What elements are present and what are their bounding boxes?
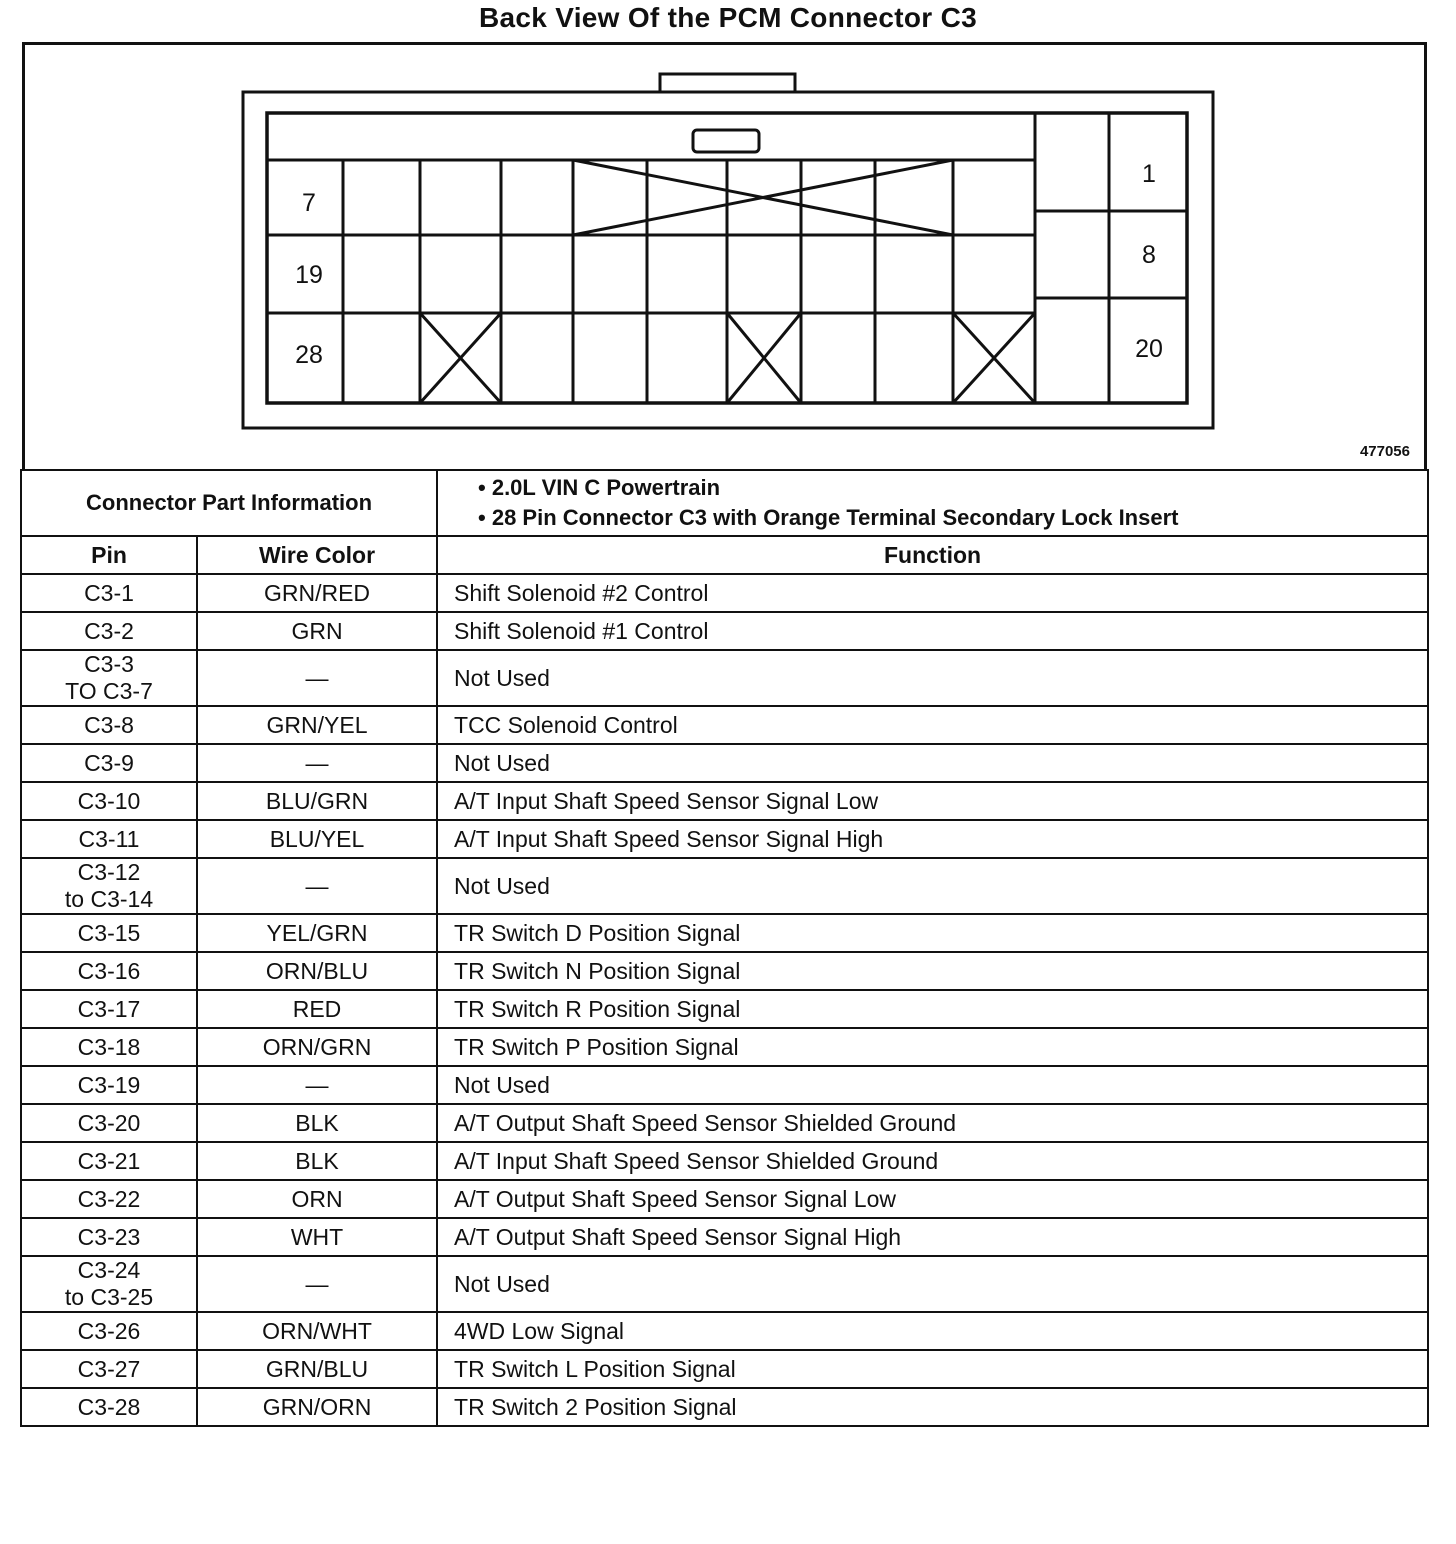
table-row — [21, 1066, 1428, 1104]
pin-cell: C3-2 — [21, 612, 197, 650]
pinout-table — [20, 469, 1429, 1427]
pin-cell: C3-15 — [21, 914, 197, 952]
function-cell: Shift Solenoid #2 Control — [437, 574, 1428, 612]
pin-cell-line: TO C3-7 — [65, 678, 153, 704]
table-row — [21, 1028, 1428, 1066]
figure-id: 477056 — [1359, 443, 1410, 460]
connector-info-item: • 2.0L VIN C Powertrain — [478, 475, 721, 500]
table-row — [21, 1142, 1428, 1180]
wire-color-cell: RED — [197, 990, 437, 1028]
function-cell: A/T Input Shaft Speed Sensor Shielded Ground — [437, 1142, 1428, 1180]
table-row — [21, 1312, 1428, 1350]
pin-cell: C3-19 — [21, 1066, 197, 1104]
wire-color-cell: GRN/RED — [197, 574, 437, 612]
connector-info-label: Connector Part Information — [21, 470, 437, 536]
pin-cell: C3-11 — [21, 820, 197, 858]
wire-color-cell: BLK — [197, 1142, 437, 1180]
table-row — [21, 650, 1428, 706]
table-row — [21, 1104, 1428, 1142]
wire-color-cell: BLU/YEL — [197, 820, 437, 858]
function-cell: 4WD Low Signal — [437, 1312, 1428, 1350]
wire-color-cell: YEL/GRN — [197, 914, 437, 952]
function-cell: A/T Input Shaft Speed Sensor Signal High — [437, 820, 1428, 858]
table-row — [21, 1180, 1428, 1218]
table-row — [21, 782, 1428, 820]
connector-info-list — [437, 470, 1428, 536]
wire-color-cell: ORN/BLU — [197, 952, 437, 990]
table-row — [21, 1218, 1428, 1256]
pin-cell — [21, 858, 197, 914]
function-cell: A/T Output Shaft Speed Sensor Signal Low — [437, 1180, 1428, 1218]
pin-cell: C3-23 — [21, 1218, 197, 1256]
pin-cell: C3-28 — [21, 1388, 197, 1426]
pin-cell-line: C3-12 — [77, 859, 141, 885]
connector-info-item: • 28 Pin Connector C3 with Orange Terminal Secondary Lock Insert — [478, 505, 1179, 530]
wire-color-cell: ORN/GRN — [197, 1028, 437, 1066]
function-cell: TR Switch D Position Signal — [437, 914, 1428, 952]
pin-cell-line: to C3-14 — [64, 886, 154, 912]
wire-color-cell: GRN/ORN — [197, 1388, 437, 1426]
connector-key-slot — [693, 130, 759, 152]
pin-label: 20 — [1135, 335, 1163, 363]
connector-latch-tab — [660, 74, 795, 92]
wire-color-cell: — — [197, 744, 437, 782]
pin-label: 8 — [1142, 241, 1156, 269]
pin-cell: C3-16 — [21, 952, 197, 990]
pin-cell: C3-17 — [21, 990, 197, 1028]
pin-cell: C3-20 — [21, 1104, 197, 1142]
pin-cell: C3-8 — [21, 706, 197, 744]
table-row — [21, 820, 1428, 858]
pin-cell: C3-10 — [21, 782, 197, 820]
table-row — [21, 858, 1428, 914]
pin-cell: C3-21 — [21, 1142, 197, 1180]
pin-label: 7 — [302, 189, 316, 217]
wire-color-cell: BLK — [197, 1104, 437, 1142]
function-cell: TCC Solenoid Control — [437, 706, 1428, 744]
pin-cell-line: to C3-25 — [64, 1284, 154, 1310]
table-row — [21, 612, 1428, 650]
function-cell: TR Switch P Position Signal — [437, 1028, 1428, 1066]
table-row — [21, 706, 1428, 744]
function-cell: TR Switch N Position Signal — [437, 952, 1428, 990]
wire-color-cell: — — [197, 858, 437, 914]
function-cell: Not Used — [437, 650, 1428, 706]
wire-color-cell: BLU/GRN — [197, 782, 437, 820]
table-row — [21, 990, 1428, 1028]
pin-cell: C3-22 — [21, 1180, 197, 1218]
table-row — [21, 952, 1428, 990]
column-header-pin: Pin — [21, 536, 197, 574]
table-row — [21, 1256, 1428, 1312]
pin-label: 1 — [1142, 160, 1156, 188]
function-cell: Not Used — [437, 1066, 1428, 1104]
wire-color-cell: ORN — [197, 1180, 437, 1218]
column-header-wire-color: Wire Color — [197, 536, 437, 574]
table-row — [21, 744, 1428, 782]
function-cell: TR Switch L Position Signal — [437, 1350, 1428, 1388]
pin-cell: C3-18 — [21, 1028, 197, 1066]
function-cell: A/T Output Shaft Speed Sensor Signal High — [437, 1218, 1428, 1256]
wire-color-cell: WHT — [197, 1218, 437, 1256]
pin-cell: C3-1 — [21, 574, 197, 612]
pin-cell: C3-26 — [21, 1312, 197, 1350]
wire-color-cell: GRN — [197, 612, 437, 650]
pin-cell: C3-27 — [21, 1350, 197, 1388]
function-cell: A/T Output Shaft Speed Sensor Shielded Ground — [437, 1104, 1428, 1142]
pin-label: 28 — [295, 341, 323, 369]
function-cell: Shift Solenoid #1 Control — [437, 612, 1428, 650]
wire-color-cell: — — [197, 1256, 437, 1312]
function-cell: Not Used — [437, 744, 1428, 782]
table-row — [21, 1388, 1428, 1426]
table-header-row — [21, 536, 1428, 574]
function-cell: A/T Input Shaft Speed Sensor Signal Low — [437, 782, 1428, 820]
wire-color-cell: — — [197, 1066, 437, 1104]
function-cell: TR Switch 2 Position Signal — [437, 1388, 1428, 1426]
table-row — [21, 914, 1428, 952]
pin-cell — [21, 1256, 197, 1312]
function-cell: TR Switch R Position Signal — [437, 990, 1428, 1028]
wire-color-cell: — — [197, 650, 437, 706]
pin-label: 19 — [295, 261, 323, 289]
wire-color-cell: GRN/YEL — [197, 706, 437, 744]
table-row — [21, 1350, 1428, 1388]
pin-cell: C3-9 — [21, 744, 197, 782]
pinout-rows — [21, 574, 1428, 1426]
connector-diagram — [25, 45, 1430, 473]
wire-color-cell: ORN/WHT — [197, 1312, 437, 1350]
page-title: Back View Of the PCM Connector C3 — [479, 2, 977, 33]
column-header-function: Function — [437, 536, 1428, 574]
pin-cell-line: C3-3 — [84, 651, 134, 677]
connector-info-row — [21, 470, 1428, 536]
table-row — [21, 574, 1428, 612]
wire-color-cell: GRN/BLU — [197, 1350, 437, 1388]
function-cell: Not Used — [437, 1256, 1428, 1312]
function-cell: Not Used — [437, 858, 1428, 914]
pin-cell-line: C3-24 — [77, 1257, 141, 1283]
pin-cell — [21, 650, 197, 706]
connector-diagram-panel — [22, 42, 1427, 470]
